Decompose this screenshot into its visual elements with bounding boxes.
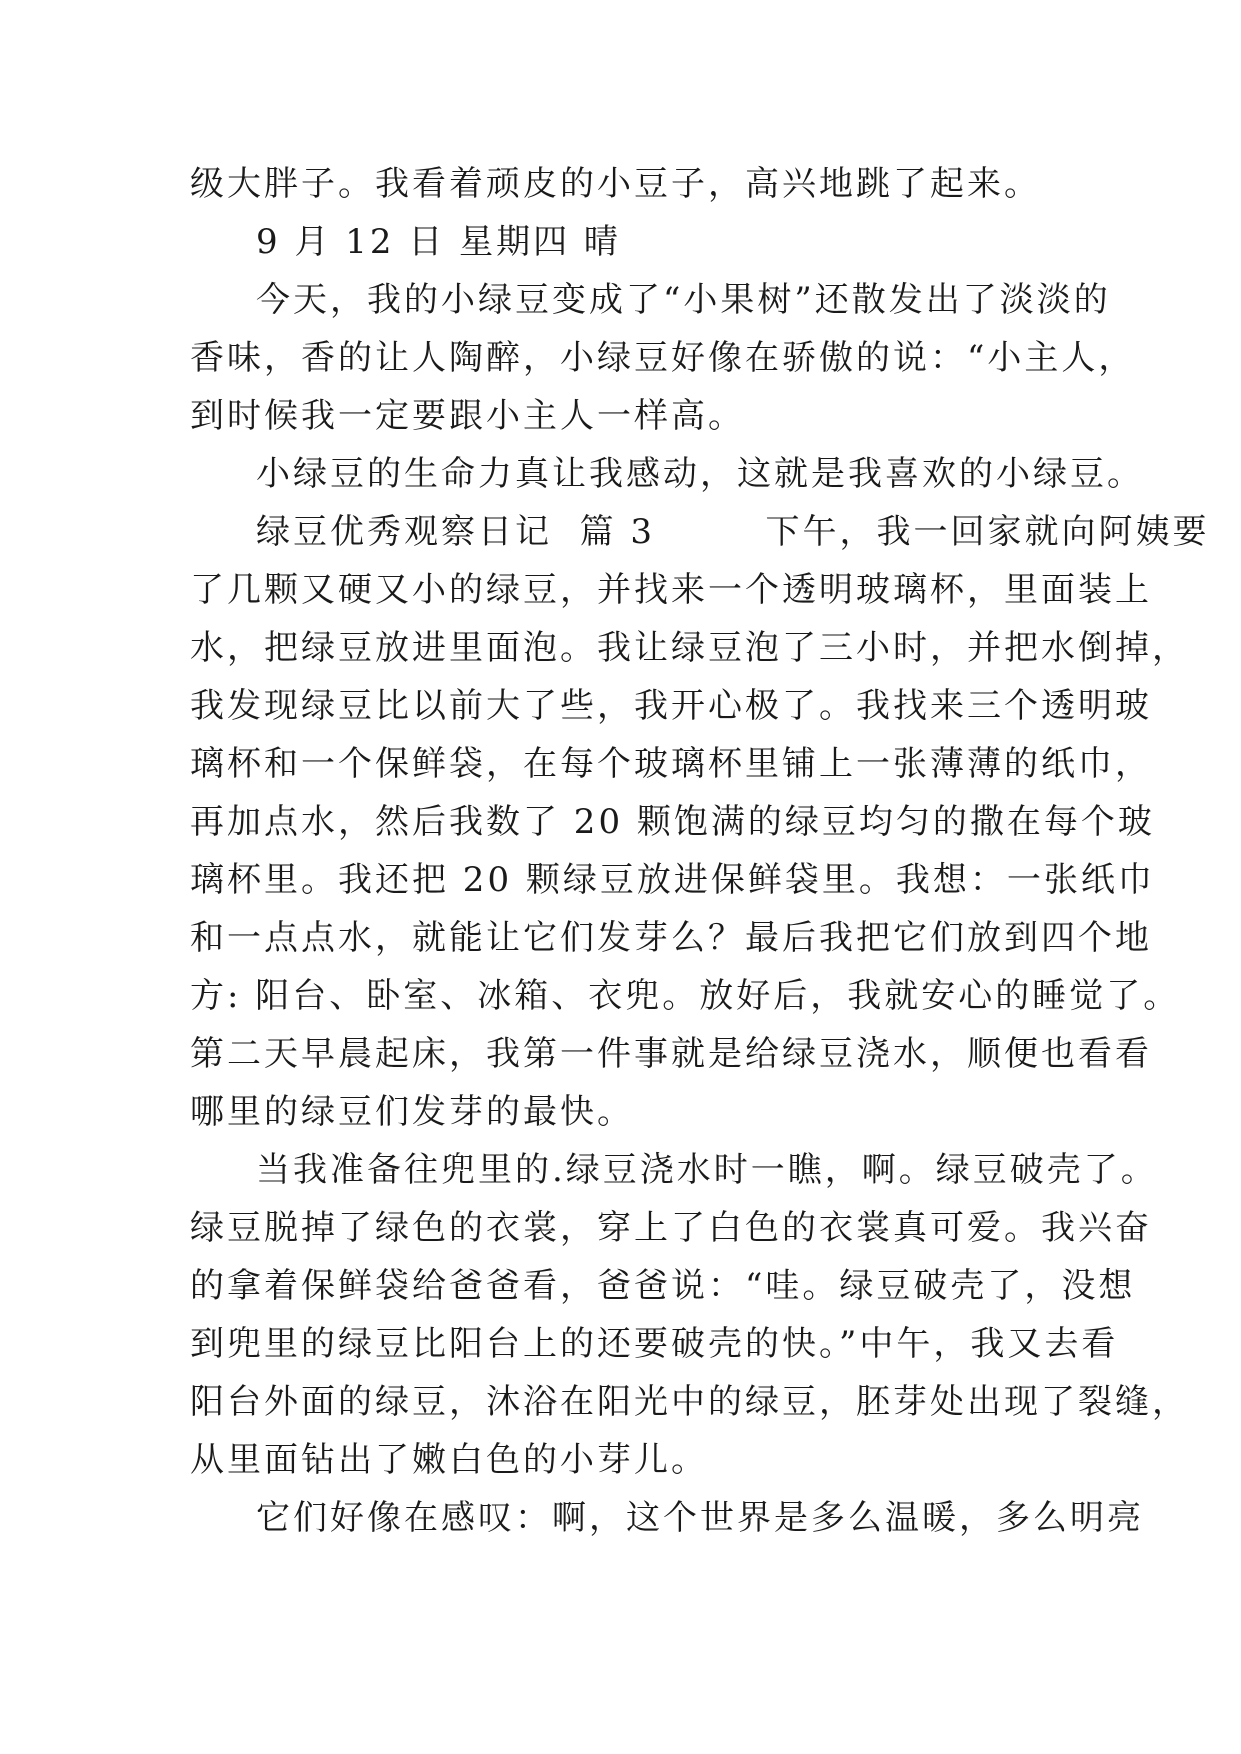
text-line: 当我准备往兜里的.绿豆浇水时一瞧，啊。绿豆破壳了。 bbox=[256, 1150, 1158, 1190]
text-line: 哪里的绿豆们发芽的最快。 bbox=[190, 1092, 634, 1132]
text-line: 和一点点水，就能让它们发芽么？最后我把它们放到四个地 bbox=[190, 918, 1152, 958]
text-line: 到兜里的绿豆比阳台上的还要破壳的快。”中午，我又去看 bbox=[190, 1324, 1119, 1364]
section-heading-line: 绿豆优秀观察日记 篇 3 下午，我一回家就向阿姨要 bbox=[256, 512, 1210, 552]
text-line: 香味，香的让人陶醉，小绿豆好像在骄傲的说：“小主人， bbox=[190, 338, 1136, 378]
diary-text-body bbox=[190, 155, 1210, 1547]
text-line: 了几颗又硬又小的绿豆，并找来一个透明玻璃杯，里面装上 bbox=[190, 570, 1152, 610]
text-line: 第二天早晨起床，我第一件事就是给绿豆浇水，顺便也看看 bbox=[190, 1034, 1152, 1074]
text-line: 它们好像在感叹：啊，这个世界是多么温暖，多么明亮 bbox=[256, 1498, 1144, 1538]
diary-date-heading: 9 月 12 日 星期四 晴 bbox=[256, 222, 621, 262]
text-line: 璃杯和一个保鲜袋，在每个玻璃杯里铺上一张薄薄的纸巾， bbox=[190, 744, 1152, 784]
text-line: 璃杯里。我还把 20 颗绿豆放进保鲜袋里。我想：一张纸巾 bbox=[190, 860, 1155, 900]
text-line: 到时候我一定要跟小主人一样高。 bbox=[190, 396, 745, 436]
text-line: 从里面钻出了嫩白色的小芽儿。 bbox=[190, 1440, 708, 1480]
text-line: 今天，我的小绿豆变成了“小果树”还散发出了淡淡的 bbox=[256, 280, 1111, 320]
text-line: 方: 阳台、卧室、冰箱、衣兜。放好后，我就安心的睡觉了。 bbox=[190, 976, 1181, 1016]
text-line: 再加点水，然后我数了 20 颗饱满的绿豆均匀的撒在每个玻 bbox=[190, 802, 1155, 842]
text-line: 水，把绿豆放进里面泡。我让绿豆泡了三小时，并把水倒掉， bbox=[190, 628, 1189, 668]
text-line: 级大胖子。我看着顽皮的小豆子，高兴地跳了起来。 bbox=[190, 164, 1041, 204]
text-line: 阳台外面的绿豆，沐浴在阳光中的绿豆，胚芽处出现了裂缝， bbox=[190, 1382, 1189, 1422]
text-line: 绿豆脱掉了绿色的衣裳，穿上了白色的衣裳真可爱。我兴奋 bbox=[190, 1208, 1152, 1248]
text-line: 我发现绿豆比以前大了些，我开心极了。我找来三个透明玻 bbox=[190, 686, 1152, 726]
text-line: 小绿豆的生命力真让我感动，这就是我喜欢的小绿豆。 bbox=[256, 454, 1144, 494]
text-line: 的拿着保鲜袋给爸爸看，爸爸说：“哇。绿豆破壳了，没想 bbox=[190, 1266, 1136, 1306]
